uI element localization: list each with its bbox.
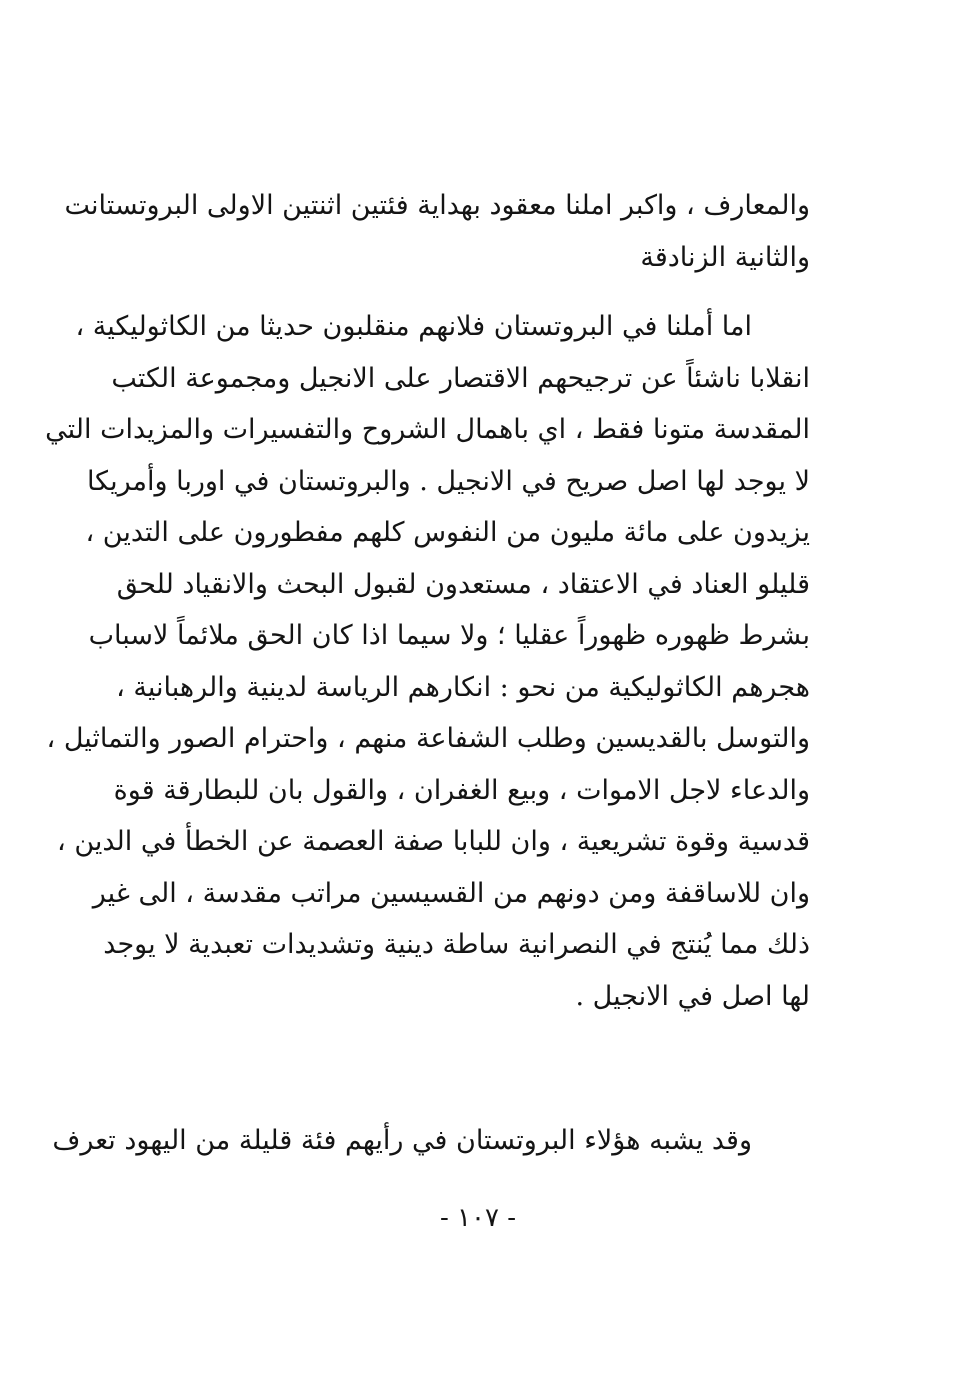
text-line: والدعاء لاجل الاموات ، وبيع الغفران ، والقول بان للبطارقة قوة [113,774,810,806]
paragraph-protestants [45,301,810,1022]
text-line: قليلو العناد في الاعتقاد ، مستعدون لقبول البحث والانقياد للحق [116,568,810,600]
text-line: انقلابا ناشئاً عن ترجيحهم الاقتصار على الانجيل ومجموعة الكتب [111,362,810,394]
page-number: - ١٠٧ - [439,1203,517,1233]
text-line: والمعارف ، واكبر املنا معقود بهداية فئتين اثنتين الاولى البروتستانت [64,190,810,221]
paragraph-jews [52,1115,810,1167]
text-line: ذلك مما يُنتج في النصرانية ساطة دينية وتشديدات تعبدية لا يوجد [103,929,810,960]
text-line: اما أملنا في البروتستان فلانهم منقلبون حديثا من الكاثوليكية ، [75,311,752,342]
paragraph-continuation [64,180,810,283]
text-line: لها اصل في الانجيل . [575,980,810,1012]
text-line: لا يوجد لها اصل صريح في الانجيل . والبروتستان في اوربا وأمريكا [86,465,810,497]
text-line: المقدسة متونا فقط ، اي باهمال الشروح والتفسيرات والمزيدات التي [45,414,810,445]
text-line: هجرهم الكاثوليكية من نحو : انكارهم الرياسة لدينية والرهبانية ، [116,671,810,703]
text-line: يزيدون على مائة مليون من النفوس كلهم مفطورون على التدين ، [85,517,810,548]
text-line: بشرط ظهوره ظهوراً عقليا ؛ ولا سيما اذا كان الحق ملائماً لاسباب [88,620,810,651]
text-line: والتوسل بالقديسين وطلب الشفاعة منهم ، واحترام الصور والتماثيل ، [46,723,810,754]
text-line: والثانية الزنادقة [640,241,810,273]
text-line: وان للاساقفة ومن دونهم من القسيسين مراتب مقدسة ، الى غير [92,877,810,909]
text-line: وقد يشبه هؤلاء البروتستان في رأيهم فئة قليلة من اليهود تعرف [52,1125,752,1156]
text-line: قدسية وقوة تشريعية ، وان للبابا صفة العصمة عن الخطأ في الدين ، [57,826,810,857]
